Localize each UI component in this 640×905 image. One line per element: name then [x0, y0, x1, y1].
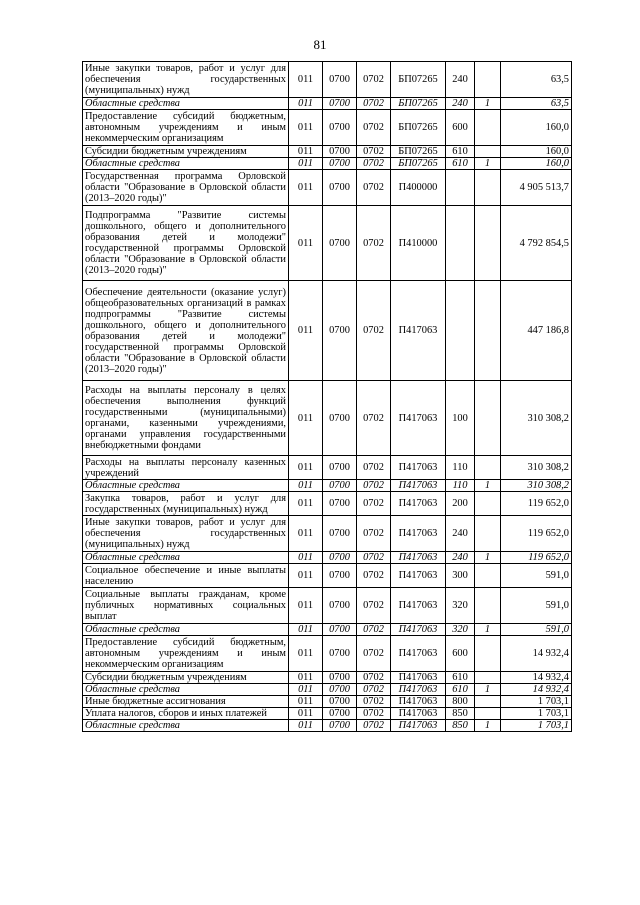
row-name-cell: Расходы на выплаты персоналу в целях обеспечения выполнения функций государственными (муниципальными) органами, казенными учреждениями, органами управления государственными внебюджетными фондами — [83, 381, 289, 456]
row-name-cell: Областные средства — [83, 480, 289, 492]
amount-cell: 4 905 513,7 — [501, 170, 572, 206]
funding-source-cell: 1 — [475, 684, 501, 696]
ministry-code-cell: 011 — [289, 564, 323, 588]
row-name-cell: Уплата налогов, сборов и иных платежей — [83, 708, 289, 720]
target-code-cell: П417063 — [391, 636, 446, 672]
amount-cell: 160,0 — [501, 146, 572, 158]
target-code-cell: П417063 — [391, 696, 446, 708]
funding-source-cell — [475, 636, 501, 672]
subsection-code-cell: 0702 — [357, 158, 391, 170]
amount-cell: 14 932,4 — [501, 636, 572, 672]
expense-type-cell: 240 — [446, 516, 475, 552]
page-number: 81 — [313, 37, 327, 52]
subsection-code-cell: 0702 — [357, 98, 391, 110]
expense-type-cell — [446, 206, 475, 281]
table-row — [83, 480, 572, 492]
section-code-cell: 0700 — [323, 588, 357, 624]
ministry-code-cell: 011 — [289, 158, 323, 170]
ministry-code-cell: 011 — [289, 624, 323, 636]
subsection-code-cell: 0702 — [357, 552, 391, 564]
target-code-cell: П417063 — [391, 624, 446, 636]
expense-type-cell: 610 — [446, 672, 475, 684]
funding-source-cell — [475, 564, 501, 588]
table-row — [83, 720, 572, 732]
subsection-code-cell: 0702 — [357, 110, 391, 146]
amount-cell: 591,0 — [501, 564, 572, 588]
funding-source-cell — [475, 206, 501, 281]
amount-cell: 1 703,1 — [501, 696, 572, 708]
ministry-code-cell: 011 — [289, 62, 323, 98]
target-code-cell: П417063 — [391, 492, 446, 516]
amount-cell: 119 652,0 — [501, 552, 572, 564]
section-code-cell: 0700 — [323, 381, 357, 456]
expense-type-cell: 800 — [446, 696, 475, 708]
expense-type-cell — [446, 281, 475, 381]
subsection-code-cell: 0702 — [357, 708, 391, 720]
table-row — [83, 381, 572, 456]
ministry-code-cell: 011 — [289, 588, 323, 624]
table-row — [83, 552, 572, 564]
section-code-cell: 0700 — [323, 281, 357, 381]
table-row — [83, 62, 572, 98]
expense-type-cell: 200 — [446, 492, 475, 516]
table-row — [83, 98, 572, 110]
subsection-code-cell: 0702 — [357, 696, 391, 708]
subsection-code-cell: 0702 — [357, 636, 391, 672]
section-code-cell: 0700 — [323, 158, 357, 170]
row-name-cell: Расходы на выплаты персоналу казенных учреждений — [83, 456, 289, 480]
ministry-code-cell: 011 — [289, 281, 323, 381]
section-code-cell: 0700 — [323, 696, 357, 708]
ministry-code-cell: 011 — [289, 696, 323, 708]
row-name-cell: Областные средства — [83, 552, 289, 564]
amount-cell: 119 652,0 — [501, 492, 572, 516]
expense-type-cell: 110 — [446, 480, 475, 492]
row-name-cell: Закупка товаров, работ и услуг для государственных (муниципальных) нужд — [83, 492, 289, 516]
section-code-cell: 0700 — [323, 492, 357, 516]
target-code-cell: П417063 — [391, 564, 446, 588]
funding-source-cell — [475, 456, 501, 480]
row-name-cell: Иные закупки товаров, работ и услуг для обеспечения государственных (муниципальных) нужд — [83, 516, 289, 552]
funding-source-cell — [475, 281, 501, 381]
section-code-cell: 0700 — [323, 110, 357, 146]
amount-cell: 447 186,8 — [501, 281, 572, 381]
section-code-cell: 0700 — [323, 170, 357, 206]
table-row — [83, 206, 572, 281]
table-body — [83, 62, 572, 732]
amount-cell: 63,5 — [501, 62, 572, 98]
target-code-cell: П410000 — [391, 206, 446, 281]
row-name-cell: Субсидии бюджетным учреждениям — [83, 672, 289, 684]
expense-type-cell: 100 — [446, 381, 475, 456]
subsection-code-cell: 0702 — [357, 206, 391, 281]
amount-cell: 160,0 — [501, 158, 572, 170]
funding-source-cell — [475, 516, 501, 552]
amount-cell: 310 308,2 — [501, 456, 572, 480]
funding-source-cell — [475, 708, 501, 720]
subsection-code-cell: 0702 — [357, 516, 391, 552]
target-code-cell: П417063 — [391, 381, 446, 456]
row-name-cell: Иные бюджетные ассигнования — [83, 696, 289, 708]
table-row — [83, 146, 572, 158]
expense-type-cell: 300 — [446, 564, 475, 588]
expense-type-cell: 240 — [446, 62, 475, 98]
subsection-code-cell: 0702 — [357, 624, 391, 636]
table-row — [83, 110, 572, 146]
target-code-cell: БП07265 — [391, 158, 446, 170]
expense-type-cell: 320 — [446, 624, 475, 636]
ministry-code-cell: 011 — [289, 636, 323, 672]
row-name-cell: Областные средства — [83, 624, 289, 636]
row-name-cell: Областные средства — [83, 684, 289, 696]
target-code-cell: П417063 — [391, 281, 446, 381]
ministry-code-cell: 011 — [289, 170, 323, 206]
target-code-cell: П417063 — [391, 684, 446, 696]
table-row — [83, 696, 572, 708]
subsection-code-cell: 0702 — [357, 720, 391, 732]
row-name-cell: Предоставление субсидий бюджетным, автономным учреждениям и иным некоммерческим организациям — [83, 110, 289, 146]
table-row — [83, 170, 572, 206]
subsection-code-cell: 0702 — [357, 480, 391, 492]
table-row — [83, 624, 572, 636]
subsection-code-cell: 0702 — [357, 492, 391, 516]
table-row — [83, 588, 572, 624]
row-name-cell: Областные средства — [83, 98, 289, 110]
ministry-code-cell: 011 — [289, 146, 323, 158]
section-code-cell: 0700 — [323, 206, 357, 281]
amount-cell: 14 932,4 — [501, 672, 572, 684]
subsection-code-cell: 0702 — [357, 684, 391, 696]
table-row — [83, 456, 572, 480]
section-code-cell: 0700 — [323, 672, 357, 684]
amount-cell: 591,0 — [501, 624, 572, 636]
ministry-code-cell: 011 — [289, 552, 323, 564]
subsection-code-cell: 0702 — [357, 170, 391, 206]
funding-source-cell — [475, 170, 501, 206]
table-row — [83, 684, 572, 696]
row-name-cell: Иные закупки товаров, работ и услуг для обеспечения государственных (муниципальных) нужд — [83, 62, 289, 98]
row-name-cell: Подпрограмма "Развитие системы дошкольного, общего и дополнительного образования детей и молодежи" государственной программы Орловской области "Образование в Орловской области (2013–2020 годы)" — [83, 206, 289, 281]
ministry-code-cell: 011 — [289, 456, 323, 480]
target-code-cell: П417063 — [391, 672, 446, 684]
row-name-cell: Государственная программа Орловской области "Образование в Орловской области (2013–2020 годы)" — [83, 170, 289, 206]
funding-source-cell — [475, 588, 501, 624]
table-row — [83, 516, 572, 552]
target-code-cell: П400000 — [391, 170, 446, 206]
ministry-code-cell: 011 — [289, 381, 323, 456]
target-code-cell: П417063 — [391, 708, 446, 720]
amount-cell: 63,5 — [501, 98, 572, 110]
section-code-cell: 0700 — [323, 146, 357, 158]
ministry-code-cell: 011 — [289, 708, 323, 720]
target-code-cell: БП07265 — [391, 62, 446, 98]
ministry-code-cell: 011 — [289, 684, 323, 696]
expense-type-cell: 610 — [446, 146, 475, 158]
funding-source-cell: 1 — [475, 98, 501, 110]
row-name-cell: Предоставление субсидий бюджетным, автономным учреждениям и иным некоммерческим организациям — [83, 636, 289, 672]
expense-type-cell: 110 — [446, 456, 475, 480]
funding-source-cell — [475, 110, 501, 146]
target-code-cell: П417063 — [391, 516, 446, 552]
amount-cell: 160,0 — [501, 110, 572, 146]
budget-table — [82, 61, 572, 732]
row-name-cell: Обеспечение деятельности (оказание услуг) общеобразовательных организаций в рамках подпрограммы "Развитие системы дошкольного, общего и дополнительного образования детей и молодежи" государственной программы Орловской области "Образование в Орловской области (2013–2020 годы)" — [83, 281, 289, 381]
target-code-cell: БП07265 — [391, 110, 446, 146]
section-code-cell: 0700 — [323, 720, 357, 732]
table-row — [83, 158, 572, 170]
expense-type-cell: 610 — [446, 158, 475, 170]
funding-source-cell — [475, 62, 501, 98]
amount-cell: 310 308,2 — [501, 381, 572, 456]
section-code-cell: 0700 — [323, 624, 357, 636]
section-code-cell: 0700 — [323, 684, 357, 696]
section-code-cell: 0700 — [323, 456, 357, 480]
subsection-code-cell: 0702 — [357, 62, 391, 98]
funding-source-cell: 1 — [475, 480, 501, 492]
amount-cell: 591,0 — [501, 588, 572, 624]
target-code-cell: П417063 — [391, 588, 446, 624]
ministry-code-cell: 011 — [289, 110, 323, 146]
row-name-cell: Субсидии бюджетным учреждениям — [83, 146, 289, 158]
row-name-cell: Областные средства — [83, 158, 289, 170]
expense-type-cell: 610 — [446, 684, 475, 696]
target-code-cell: БП07265 — [391, 146, 446, 158]
subsection-code-cell: 0702 — [357, 672, 391, 684]
table-row — [83, 492, 572, 516]
expense-type-cell: 850 — [446, 708, 475, 720]
expense-type-cell: 240 — [446, 98, 475, 110]
section-code-cell: 0700 — [323, 636, 357, 672]
section-code-cell: 0700 — [323, 480, 357, 492]
funding-source-cell — [475, 696, 501, 708]
ministry-code-cell: 011 — [289, 720, 323, 732]
section-code-cell: 0700 — [323, 98, 357, 110]
section-code-cell: 0700 — [323, 516, 357, 552]
ministry-code-cell: 011 — [289, 480, 323, 492]
funding-source-cell: 1 — [475, 158, 501, 170]
expense-type-cell: 320 — [446, 588, 475, 624]
funding-source-cell — [475, 381, 501, 456]
target-code-cell: П417063 — [391, 552, 446, 564]
row-name-cell: Социальное обеспечение и иные выплаты населению — [83, 564, 289, 588]
subsection-code-cell: 0702 — [357, 281, 391, 381]
ministry-code-cell: 011 — [289, 492, 323, 516]
target-code-cell: П417063 — [391, 456, 446, 480]
target-code-cell: П417063 — [391, 480, 446, 492]
table-row — [83, 672, 572, 684]
table-row — [83, 564, 572, 588]
expense-type-cell: 850 — [446, 720, 475, 732]
table-row — [83, 281, 572, 381]
funding-source-cell — [475, 672, 501, 684]
ministry-code-cell: 011 — [289, 672, 323, 684]
table-row — [83, 708, 572, 720]
funding-source-cell: 1 — [475, 720, 501, 732]
ministry-code-cell: 011 — [289, 206, 323, 281]
amount-cell: 1 703,1 — [501, 708, 572, 720]
table-row — [83, 636, 572, 672]
subsection-code-cell: 0702 — [357, 381, 391, 456]
amount-cell: 119 652,0 — [501, 516, 572, 552]
row-name-cell: Областные средства — [83, 720, 289, 732]
expense-type-cell — [446, 170, 475, 206]
amount-cell: 14 932,4 — [501, 684, 572, 696]
funding-source-cell — [475, 492, 501, 516]
row-name-cell: Социальные выплаты гражданам, кроме публичных нормативных социальных выплат — [83, 588, 289, 624]
subsection-code-cell: 0702 — [357, 588, 391, 624]
amount-cell: 310 308,2 — [501, 480, 572, 492]
funding-source-cell: 1 — [475, 552, 501, 564]
funding-source-cell: 1 — [475, 624, 501, 636]
section-code-cell: 0700 — [323, 552, 357, 564]
ministry-code-cell: 011 — [289, 516, 323, 552]
ministry-code-cell: 011 — [289, 98, 323, 110]
target-code-cell: П417063 — [391, 720, 446, 732]
target-code-cell: БП07265 — [391, 98, 446, 110]
funding-source-cell — [475, 146, 501, 158]
amount-cell: 4 792 854,5 — [501, 206, 572, 281]
section-code-cell: 0700 — [323, 708, 357, 720]
subsection-code-cell: 0702 — [357, 146, 391, 158]
subsection-code-cell: 0702 — [357, 564, 391, 588]
section-code-cell: 0700 — [323, 564, 357, 588]
subsection-code-cell: 0702 — [357, 456, 391, 480]
section-code-cell: 0700 — [323, 62, 357, 98]
expense-type-cell: 600 — [446, 110, 475, 146]
amount-cell: 1 703,1 — [501, 720, 572, 732]
expense-type-cell: 600 — [446, 636, 475, 672]
expense-type-cell: 240 — [446, 552, 475, 564]
